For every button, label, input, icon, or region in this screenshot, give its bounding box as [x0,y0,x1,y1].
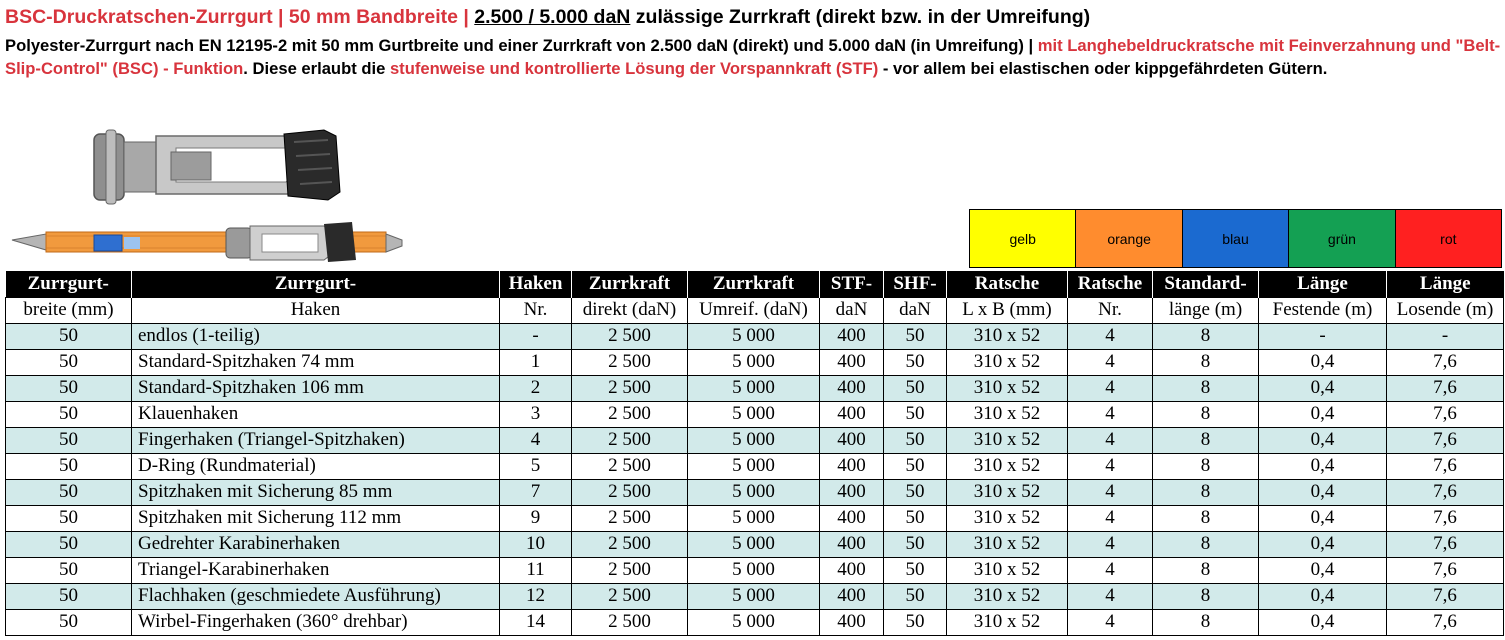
column-header: Haken [500,271,572,297]
table-cell: D-Ring (Rundmaterial) [132,453,500,479]
table-cell: Klauenhaken [132,401,500,427]
table-row [6,479,1504,505]
table-cell: Wirbel-Fingerhaken (360° drehbar) [132,609,500,635]
table-cell: 50 [6,349,132,375]
table-cell: 5 [500,453,572,479]
table-cell: 2 500 [572,349,688,375]
table-cell: 2 500 [572,401,688,427]
table-cell: 310 x 52 [947,583,1068,609]
table-cell: 2 500 [572,531,688,557]
table-cell: 14 [500,609,572,635]
table-cell: 4 [1068,479,1153,505]
table-cell: 310 x 52 [947,427,1068,453]
table-cell: 400 [820,479,884,505]
table-cell: 5 000 [688,453,820,479]
color-options [969,209,1502,268]
table-cell: - [1387,323,1504,349]
column-header: Zurrgurt- [132,271,500,297]
table-row [6,557,1504,583]
table-cell: 400 [820,531,884,557]
table-cell: 0,4 [1259,401,1387,427]
table-cell: 50 [884,349,947,375]
table-cell: Spitzhaken mit Sicherung 85 mm [132,479,500,505]
table-cell: Standard-Spitzhaken 74 mm [132,349,500,375]
table-cell: Triangel-Karabinerhaken [132,557,500,583]
table-cell: 400 [820,427,884,453]
table-cell: 310 x 52 [947,401,1068,427]
table-cell: 8 [1153,453,1259,479]
table-cell: 9 [500,505,572,531]
column-header: breite (mm) [6,297,132,323]
table-cell: 310 x 52 [947,479,1068,505]
table-cell: 2 500 [572,375,688,401]
column-header: daN [820,297,884,323]
table-cell: 310 x 52 [947,375,1068,401]
column-header: STF- [820,271,884,297]
column-header: Zurrgurt- [6,271,132,297]
table-cell: 0,4 [1259,453,1387,479]
table-cell: 8 [1153,505,1259,531]
table-cell: 0,4 [1259,583,1387,609]
table-row [6,323,1504,349]
table-cell: 8 [1153,401,1259,427]
table-cell: 5 000 [688,557,820,583]
table-cell: 5 000 [688,349,820,375]
column-header: länge (m) [1153,297,1259,323]
table-cell: 400 [820,609,884,635]
table-cell: 50 [884,323,947,349]
table-row [6,349,1504,375]
table-cell: 2 500 [572,323,688,349]
table-header-row-2 [6,297,1504,323]
table-cell: 8 [1153,557,1259,583]
table-cell: 310 x 52 [947,505,1068,531]
table-cell: 0,4 [1259,557,1387,583]
table-cell: 4 [1068,531,1153,557]
table-cell: 0,4 [1259,479,1387,505]
table-cell: 5 000 [688,609,820,635]
table-cell: 8 [1153,583,1259,609]
table-cell: 7,6 [1387,427,1504,453]
table-cell: 50 [884,427,947,453]
table-cell: 50 [884,505,947,531]
table-cell: 50 [884,401,947,427]
table-cell: 50 [6,375,132,401]
product-description [5,34,1505,80]
table-cell: 400 [820,557,884,583]
table-cell: 10 [500,531,572,557]
desc-highlight-2: stufenweise und kontrollierte Lösung der Vorspannkraft (STF) [389,59,879,78]
table-cell: 0,4 [1259,609,1387,635]
table-cell: 4 [1068,427,1153,453]
table-cell: Spitzhaken mit Sicherung 112 mm [132,505,500,531]
table-cell: 1 [500,349,572,375]
title-rest: zulässige Zurrkraft (direkt bzw. in der Umreifung) [635,6,1091,28]
table-cell: 7,6 [1387,479,1504,505]
table-row [6,453,1504,479]
table-cell: Flachhaken (geschmiedete Ausführung) [132,583,500,609]
table-cell: 2 500 [572,427,688,453]
table-cell: 310 x 52 [947,349,1068,375]
table-cell: 12 [500,583,572,609]
table-cell: 50 [6,505,132,531]
table-cell: 2 500 [572,453,688,479]
table-cell: 50 [6,609,132,635]
column-header: Haken [132,297,500,323]
column-header: Zurrkraft [688,271,820,297]
table-cell: 400 [820,323,884,349]
table-cell: Gedrehter Karabinerhaken [132,531,500,557]
table-cell: 7,6 [1387,349,1504,375]
product-image [6,122,406,264]
table-cell: 50 [6,323,132,349]
table-cell: 310 x 52 [947,609,1068,635]
table-cell: 0,4 [1259,427,1387,453]
table-cell: 7,6 [1387,531,1504,557]
table-cell: 5 000 [688,323,820,349]
table-cell: 2 500 [572,557,688,583]
table-cell: 2 500 [572,479,688,505]
ratchet-closeup-image [94,130,340,204]
table-cell: 5 000 [688,505,820,531]
table-cell: 4 [1068,349,1153,375]
table-row [6,531,1504,557]
column-header: Losende (m) [1387,297,1504,323]
table-cell: 4 [1068,323,1153,349]
column-header: Länge [1259,271,1387,297]
table-cell: 8 [1153,323,1259,349]
table-cell: 50 [6,453,132,479]
column-header: Umreif. (daN) [688,297,820,323]
color-swatch-blau: blau [1183,210,1289,267]
table-cell: 310 x 52 [947,453,1068,479]
table-cell: Standard-Spitzhaken 106 mm [132,375,500,401]
table-cell: 4 [1068,557,1153,583]
desc-part-1: Polyester-Zurrgurt nach EN 12195-2 mit 50 mm Gurtbreite und einer Zurrkraft von 2.500 daN (direkt) und 5.000 daN (in Umreifung) | [5,36,1034,55]
table-cell: 400 [820,453,884,479]
table-cell: 7,6 [1387,375,1504,401]
table-cell: 4 [1068,505,1153,531]
color-swatch-rot: rot [1396,210,1501,267]
table-cell: 0,4 [1259,349,1387,375]
table-cell: 400 [820,583,884,609]
table-cell: 400 [820,349,884,375]
color-swatch-grün: grün [1289,210,1395,267]
column-header: Ratsche [947,271,1068,297]
table-cell: 50 [884,531,947,557]
table-cell: 50 [884,375,947,401]
table-cell: 4 [1068,453,1153,479]
table-cell: 400 [820,401,884,427]
table-cell: 4 [1068,583,1153,609]
color-swatch-orange: orange [1076,210,1182,267]
table-cell: 7,6 [1387,583,1504,609]
table-cell: 8 [1153,531,1259,557]
table-cell: 7,6 [1387,453,1504,479]
table-cell: 50 [6,427,132,453]
table-cell: 310 x 52 [947,557,1068,583]
table-cell: 3 [500,401,572,427]
strap-overview-image [12,222,402,262]
table-cell: 7 [500,479,572,505]
table-row [6,505,1504,531]
table-cell: 4 [1068,375,1153,401]
table-body [6,323,1504,635]
table-cell: 5 000 [688,479,820,505]
table-row [6,583,1504,609]
table-cell: 5 000 [688,401,820,427]
table-cell: 50 [884,479,947,505]
table-cell: 310 x 52 [947,531,1068,557]
desc-part-3: - vor allem bei elastischen oder kippgefährdeten Gütern. [882,59,1328,78]
column-header: Ratsche [1068,271,1153,297]
spec-table [5,271,1504,636]
table-cell: 2 [500,375,572,401]
table-cell: 50 [6,583,132,609]
table-cell: 11 [500,557,572,583]
table-cell: 7,6 [1387,505,1504,531]
table-cell: 5 000 [688,427,820,453]
column-header: L x B (mm) [947,297,1068,323]
table-cell: 50 [884,609,947,635]
table-cell: - [500,323,572,349]
table-cell: 2 500 [572,583,688,609]
table-cell: 8 [1153,479,1259,505]
table-row [6,427,1504,453]
table-cell: 2 500 [572,505,688,531]
table-cell: 50 [6,531,132,557]
table-cell: 5 000 [688,375,820,401]
table-row [6,609,1504,635]
table-cell: 50 [6,557,132,583]
table-cell: 5 000 [688,583,820,609]
table-cell: 2 500 [572,609,688,635]
table-cell: 4 [500,427,572,453]
table-cell: Fingerhaken (Triangel-Spitzhaken) [132,427,500,453]
table-cell: 50 [6,479,132,505]
table-cell: 8 [1153,427,1259,453]
table-cell: 7,6 [1387,401,1504,427]
table-row [6,375,1504,401]
table-cell: 400 [820,505,884,531]
column-header: Länge [1387,271,1504,297]
column-header: direkt (daN) [572,297,688,323]
table-cell: 8 [1153,609,1259,635]
table-cell: 310 x 52 [947,323,1068,349]
title-red-part: BSC-Druckratschen-Zurrgurt | 50 mm Bandbreite | [5,6,469,28]
table-cell: - [1259,323,1387,349]
column-header: Nr. [500,297,572,323]
table-header-row-1 [6,271,1504,297]
desc-highlight-1: mit Langhebeldruckratsche mit Feinverzahnung und "Belt-Slip-Control" (BSC) - Funktion [5,36,1501,78]
table-row [6,401,1504,427]
table-cell: 8 [1153,349,1259,375]
column-header: Standard- [1153,271,1259,297]
table-cell: 50 [884,557,947,583]
table-cell: 50 [884,583,947,609]
table-cell: 4 [1068,401,1153,427]
table-cell: 0,4 [1259,505,1387,531]
table-cell: 50 [884,453,947,479]
table-cell: 400 [820,375,884,401]
column-header: SHF- [884,271,947,297]
table-cell: 0,4 [1259,375,1387,401]
page-title [5,6,1090,29]
table-cell: 8 [1153,375,1259,401]
column-header: daN [884,297,947,323]
table-cell: 7,6 [1387,609,1504,635]
column-header: Nr. [1068,297,1153,323]
column-header: Zurrkraft [572,271,688,297]
table-cell: 50 [6,401,132,427]
column-header: Festende (m) [1259,297,1387,323]
table-cell: endlos (1-teilig) [132,323,500,349]
table-cell: 5 000 [688,531,820,557]
color-swatch-gelb: gelb [970,210,1076,267]
desc-part-2: . Diese erlaubt die [243,59,386,78]
table-cell: 7,6 [1387,557,1504,583]
title-force-value: 2.500 / 5.000 daN [474,6,631,28]
table-cell: 4 [1068,609,1153,635]
table-cell: 0,4 [1259,531,1387,557]
